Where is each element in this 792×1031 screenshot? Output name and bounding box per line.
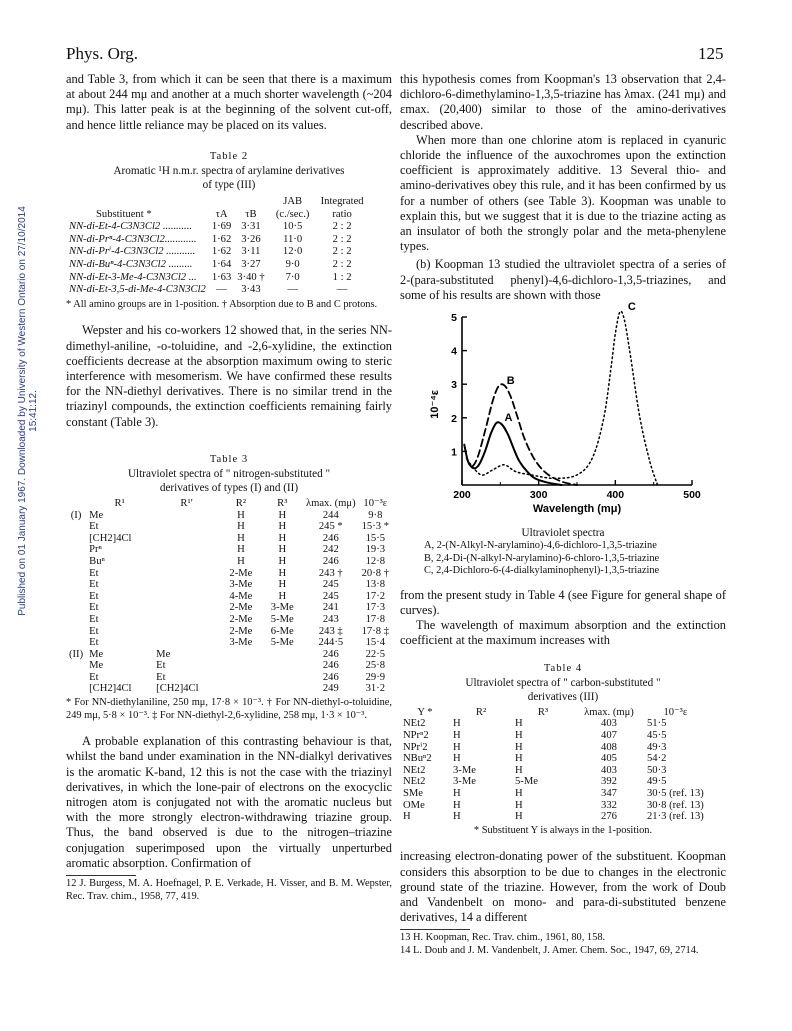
y-tick-label: 4 — [451, 345, 457, 358]
table-row — [66, 510, 392, 522]
table2-cell: 3·11 — [241, 246, 261, 258]
table-row — [66, 602, 392, 614]
uv-spectra-chart — [400, 301, 726, 524]
download-watermark[interactable]: Published on 01 January 1967. Downloaded by University of Western Ontario on 27/10/2014 15:41:12. — [17, 206, 39, 616]
table3-cell: Me — [89, 648, 104, 660]
left-paragraph-3: A probable explanation of this contrasting behaviour is that, whilst the band under examination in the NN-dialkyl derivatives is the aromatic K-band, 12 this is not the case with the triazinyl derivatives, in which the lone-pair of electrons on the exocyclic nitrogen atom is conjugated not with the aromatic nucleus but with the more strongly electron-withdrawing triazine group. Thus, the band observed is due to the nitrogen–triazine conjugation superimposed upon the virtually unperturbed aromatic absorption. Confirmation of — [66, 734, 392, 870]
series-line-c — [470, 311, 658, 485]
table4-footnote: * Substituent Y is always in the 1-position. — [473, 824, 653, 836]
table3-cell — [66, 579, 86, 591]
table3-cell — [66, 556, 86, 568]
table3-cell: 19·3 — [365, 544, 386, 556]
table3-cell: [CH2]4Cl — [89, 532, 132, 544]
table4-cell: H — [515, 730, 523, 742]
table4-cell: H — [453, 788, 461, 799]
table4-cell: 408 — [601, 741, 617, 753]
table4-cell: H — [453, 718, 461, 730]
figure-legend-c: C, 2,4-Dichloro-6-(4-dialkylaminophenyl)-1,3,5-triazine — [424, 565, 660, 577]
table4-cell: 405 — [601, 753, 617, 765]
table4-cell: NEt2 — [403, 764, 426, 776]
table-row — [400, 730, 707, 742]
table4-cell: H — [515, 788, 523, 799]
x-tick-label: 200 — [453, 489, 471, 502]
left-paragraph-1: and Table 3, from which it can be seen that there is a maximum at about 244 mμ and another at a much shorter wavelength (~204 mμ). This latter peak is at the beginning of the solvent cut-off, and hence little reliance may be placed on its values. — [66, 72, 392, 132]
table4-cell: 50·3 — [647, 764, 667, 776]
table-row — [400, 718, 707, 730]
table3-header: R² — [235, 497, 247, 509]
table3-header: λmax. (mμ) — [305, 497, 356, 509]
x-axis-label: Wavelength (mμ) — [532, 503, 622, 516]
table4-cell: 3-Me — [453, 776, 476, 788]
table3-cell: Et — [89, 613, 99, 625]
table4-cell: 403 — [601, 764, 617, 776]
table4-cell: NEt2 — [403, 776, 426, 788]
table3-cell: Buⁿ — [89, 555, 105, 567]
table3-footnote: * For NN-diethylaniline, 250 mμ, 17·8 × 10⁻³. † For NN-diethyl-o-toluidine, 249 mμ, 5·8 × 10⁻³. ‡ For NN-diethyl-2,6-xylidine, 258 mμ, 1·3 × 10⁻³. — [66, 697, 392, 721]
table3-cell — [153, 579, 220, 591]
journal-header: Phys. Org. — [66, 44, 138, 63]
table2-cell: 2 : 2 — [332, 258, 352, 270]
table-row — [66, 614, 392, 626]
table3-cell — [262, 649, 303, 661]
table2-cell: 3·31 — [241, 221, 261, 233]
table2-cell: NN-di-Buⁿ-4-C3N3Cl2 ......... — [69, 258, 193, 270]
y-tick-label: 5 — [451, 312, 457, 325]
table3-title-2: derivatives of types (I) and (II) — [159, 481, 299, 494]
table3-cell: Et — [89, 567, 99, 579]
table3-header: 10⁻³ε — [363, 497, 388, 509]
table-row — [400, 811, 707, 823]
table3-cell — [153, 637, 220, 649]
table4-cell: 49·5 — [647, 776, 667, 788]
table2-cell: 1 : 2 — [332, 271, 352, 283]
footnote-12: 12 J. Burgess, M. A. Hoefnagel, P. E. Verkade, H. Visser, and B. M. Wepster, Rec. Trav. chim., 1958, 77, 419. — [66, 878, 392, 902]
table3-cell: 249 — [322, 683, 339, 695]
table4-cell: NPrⁱ2 — [403, 741, 428, 753]
table4-cell: 3-Me — [453, 764, 476, 776]
y-axis-label: 10⁻⁴ε — [429, 390, 441, 419]
table4-cell: 54·2 — [647, 753, 667, 765]
table4-cell: SMe — [403, 788, 424, 799]
table3-cell: Et — [89, 637, 99, 649]
table3-cell: Et — [89, 625, 99, 637]
table4-cell: 49·3 — [647, 741, 667, 753]
table3-cell: (II) — [69, 648, 84, 660]
table3-cell — [262, 683, 303, 695]
table4-cell: 45·5 — [647, 730, 667, 742]
table-row — [66, 637, 392, 649]
table3-cell: H — [278, 509, 287, 521]
table3-cell: 25·8 — [365, 660, 386, 672]
table3-cell — [153, 602, 220, 614]
table-row — [66, 533, 392, 545]
table4-header: R³ — [537, 706, 549, 718]
table2-cell: 2 : 2 — [332, 233, 352, 245]
table2-header: Integrated ratio — [320, 196, 364, 220]
table3-cell: H — [237, 509, 245, 521]
table3-cell: 244·5 — [318, 637, 344, 649]
table-row — [66, 568, 392, 580]
table2-cell: 12·0 — [282, 246, 303, 258]
table2-cell: — — [336, 284, 348, 296]
table-row — [66, 591, 392, 603]
table3-cell: 2-Me — [229, 567, 253, 579]
table2 — [66, 196, 367, 297]
table3-cell: 245 — [322, 590, 339, 602]
table3-cell: 3-Me — [229, 637, 253, 649]
table3-cell: Et — [156, 671, 166, 683]
table4-cell: 30·5 (ref. 13) — [647, 788, 704, 799]
series-label-b: B — [506, 374, 515, 387]
table3-cell — [153, 510, 220, 522]
table3-cell — [153, 533, 220, 545]
table3-cell: 12·8 — [365, 555, 386, 567]
table4-cell: H — [453, 811, 461, 823]
table3-cell: Et — [156, 660, 166, 672]
table-row — [66, 234, 367, 247]
table2-cell: 1·62 — [211, 233, 232, 245]
table4-title: Ultraviolet spectra of " carbon-substituted " — [465, 676, 661, 689]
table3-cell — [66, 533, 86, 545]
table3-cell — [153, 568, 220, 580]
table3-cell: 246 — [322, 648, 339, 660]
table2-cell: NN-di-Et-3,5-di-Me-4-C3N3Cl2 — [69, 284, 206, 296]
table2-header-row — [66, 196, 367, 221]
table3-cell: H — [278, 544, 287, 556]
table3-cell — [153, 521, 220, 533]
y-tick-label: 3 — [451, 379, 457, 392]
table3-cell: 31·2 — [365, 683, 386, 695]
table4-header: λmax. (mμ) — [584, 706, 634, 718]
table4-cell: NBuⁿ2 — [403, 753, 432, 765]
table3-cell: Me — [156, 648, 171, 660]
table4-header-row — [400, 707, 707, 719]
table4-cell: 30·8 (ref. 13) — [647, 799, 704, 811]
right-paragraph-4: from the present study in Table 4 (see Figure for general shape of curves). — [400, 587, 726, 618]
table3-cell — [220, 649, 261, 661]
table3-header: R¹ — [114, 497, 125, 509]
table-row — [66, 626, 392, 638]
table3-cell: 242 — [322, 544, 339, 556]
table4-cell: OMe — [403, 799, 425, 811]
table-row — [400, 800, 707, 812]
y-tick-label: 1 — [451, 446, 457, 459]
table2-cell: 7·0 — [285, 271, 300, 283]
table4-cell: H — [453, 753, 461, 765]
table-row — [66, 284, 367, 297]
table2-label: Table 2 — [209, 150, 249, 162]
table3-cell — [153, 614, 220, 626]
table-row — [66, 221, 367, 234]
table2-cell: 2 : 2 — [332, 246, 352, 258]
table3-cell — [66, 602, 86, 614]
table3-cell: 6-Me — [270, 625, 294, 637]
table4-cell: 21·3 (ref. 13) — [647, 811, 704, 823]
table3-cell: 243 — [322, 613, 339, 625]
table-row — [400, 742, 707, 754]
table3-cell: H — [278, 555, 287, 567]
table2-cell: — — [287, 284, 298, 296]
table3-cell: Et — [89, 590, 99, 602]
table3-header — [66, 498, 86, 510]
table3-cell: 2-Me — [229, 613, 253, 625]
table4-cell: H — [515, 718, 523, 730]
series-label-c: C — [627, 301, 636, 314]
right-paragraph-3: (b) Koopman 13 studied the ultraviolet spectra of a series of 2-(para-substituted phenyl)-4,6-dichloro-1,3,5-triazines, and some of his results are shown with those — [400, 257, 726, 302]
table3-cell: [CH2]4Cl — [156, 683, 199, 695]
table3-cell: Et — [89, 521, 99, 533]
table2-cell: 10·5 — [282, 221, 303, 233]
table2-header: JAB (c./sec.) — [275, 196, 310, 220]
table3-header-row — [66, 498, 392, 510]
table3-cell: 244 — [322, 509, 339, 521]
table4-cell: NEt2 — [403, 718, 426, 730]
table-row — [66, 660, 392, 672]
table3-cell: Et — [89, 602, 99, 614]
table3-cell — [153, 544, 220, 556]
table3-header: R¹′ — [180, 497, 193, 509]
table4 — [400, 707, 707, 823]
table3-cell: Et — [89, 671, 99, 683]
table3-cell: 17·2 — [365, 590, 386, 602]
table2-cell: 1·62 — [211, 246, 232, 258]
table-row — [66, 544, 392, 556]
table2-cell: 2 : 2 — [332, 221, 352, 233]
table4-cell: H — [453, 799, 461, 811]
right-paragraph-2: When more than one chlorine atom is replaced in cyanuric chloride the influence of the auxochromes upon the extinction coefficient is approximately additive. 13 Several thio- and amino-derivatives obey this rule, and it has been confirmed by us for a number of others (see Table 3). Koopman was unable to explain this, but we suggest that it is due to the triazine acting as an insulator of both the strongly polar and the meta-phenylene types. — [400, 132, 726, 254]
figure-legend-b: B, 2,4-Di-(N-alkyl-N-arylamino)-6-chloro-1,3,5-triazine — [424, 552, 660, 564]
right-paragraph-5: The wavelength of maximum absorption and the extinction coefficient at the maximum increases with — [400, 618, 726, 648]
footnote-rule — [66, 875, 136, 876]
table3-cell: 9·8 — [368, 509, 383, 521]
table3-cell: 2-Me — [229, 602, 253, 614]
table3-cell: H — [237, 521, 245, 533]
table2-title-2: of type (III) — [202, 179, 256, 192]
table3-cell: 245 * — [318, 521, 343, 533]
table2-cell: 9·0 — [285, 258, 300, 270]
table4-cell: H — [515, 799, 523, 811]
table2-header: Substituent * — [96, 208, 152, 220]
table2-header: τB — [245, 208, 257, 220]
table3-cell — [66, 614, 86, 626]
table3-cell: 17·3 — [365, 602, 386, 614]
table-row — [400, 788, 707, 800]
table4-cell: H — [453, 730, 461, 742]
table3-cell — [66, 626, 86, 638]
table2-cell: 3·26 — [241, 233, 261, 245]
table3-cell: H — [237, 544, 245, 556]
table2-cell: 3·43 — [241, 284, 261, 296]
table3-cell: 246 — [322, 660, 339, 672]
table3-cell: Me — [89, 660, 104, 672]
table3-cell: H — [237, 532, 245, 544]
table3-cell: Me — [89, 509, 104, 521]
table3-cell: 17·8 ‡ — [361, 625, 389, 637]
table-row — [66, 272, 367, 285]
table3-cell: [CH2]4Cl — [89, 683, 132, 695]
table3-cell: H — [278, 590, 287, 602]
figure-legend-a: A, 2-(N-Alkyl-N-arylamino)-4,6-dichloro-1,3,5-triazine — [424, 540, 657, 552]
table4-label: Table 4 — [543, 662, 583, 674]
table3-cell: 15·4 — [365, 637, 386, 649]
table3-cell — [220, 672, 261, 684]
page-number: 125 — [698, 44, 724, 63]
table3-cell: 243 † — [318, 567, 343, 579]
table3-cell: 4-Me — [229, 590, 253, 602]
table-row — [66, 259, 367, 272]
footnote-13: 13 H. Koopman, Rec. Trav. chim., 1961, 80, 158. — [400, 932, 606, 944]
x-tick-label: 400 — [606, 489, 625, 502]
table3-cell: (I) — [70, 509, 82, 521]
table4-cell: H — [403, 811, 411, 823]
table3-cell: 17·8 — [365, 613, 386, 625]
table2-cell: 1·64 — [211, 258, 232, 270]
table3-cell — [153, 556, 220, 568]
table-row — [400, 776, 707, 788]
table3-cell — [262, 660, 303, 672]
table2-cell: NN-di-Et-3-Me-4-C3N3Cl2 ... — [69, 271, 197, 283]
table3-cell: Et — [89, 579, 99, 591]
table3-header: R³ — [277, 497, 288, 509]
table4-cell: 403 — [601, 718, 617, 730]
table3-cell: H — [278, 579, 287, 591]
table2-cell: 11·0 — [283, 233, 303, 245]
table2-cell: NN-di-Et-4-C3N3Cl2 ........... — [69, 221, 193, 233]
table3-cell: 22·5 — [365, 648, 386, 660]
table3-cell: 243 ‡ — [318, 625, 343, 637]
table3-cell: 5-Me — [270, 613, 294, 625]
figure-title: Ultraviolet spectra — [521, 527, 605, 540]
table3-cell: 15·5 — [365, 532, 386, 544]
table4-cell: 5-Me — [515, 776, 538, 788]
table3-label: Table 3 — [209, 453, 249, 465]
table3-cell: 245 — [322, 579, 339, 591]
table3-cell: 20·8 † — [361, 567, 389, 579]
table-row — [66, 246, 367, 259]
x-tick-label: 300 — [529, 489, 548, 502]
table3-cell — [66, 591, 86, 603]
table2-cell: — — [216, 284, 227, 296]
table3-cell: H — [278, 532, 287, 544]
table3-cell — [262, 672, 303, 684]
table4-cell: 392 — [601, 776, 617, 788]
table2-cell: 1·69 — [211, 221, 232, 233]
table2-cell: 1·63 — [211, 271, 232, 283]
table3-cell: 2-Me — [229, 625, 253, 637]
table3-cell — [220, 660, 261, 672]
table4-cell: H — [515, 811, 523, 823]
table4-header: 10⁻³ε — [663, 706, 688, 718]
table2-cell: 3·40 † — [237, 271, 265, 283]
right-paragraph-6: increasing electron-donating power of the substituent. Koopman considers this absorption to be due to changes in the electronic ground state of the triazine. However, from the work of Doub and Vandenbelt on mono- and para-di-substituted benzene derivatives, 14 a different — [400, 849, 726, 925]
table3-cell: 3-Me — [270, 602, 294, 614]
y-tick-label: 2 — [451, 412, 457, 425]
table2-cell: NN-di-Prⁱ-4-C3N3Cl2 ........... — [69, 246, 196, 258]
table3-cell — [153, 626, 220, 638]
table4-cell: H — [515, 753, 523, 765]
table3-cell — [66, 637, 86, 649]
table3-cell: H — [278, 567, 287, 579]
table3-cell: 29·9 — [365, 671, 386, 683]
table3-cell: 246 — [322, 671, 339, 683]
series-label-a: A — [504, 411, 513, 424]
table2-cell: 3·27 — [241, 258, 261, 270]
table3-cell — [66, 683, 86, 695]
table3-cell — [220, 683, 261, 695]
table-row — [66, 683, 392, 695]
table3-cell — [66, 544, 86, 556]
table3-cell — [66, 672, 86, 684]
table-row — [400, 753, 707, 765]
table4-cell: H — [515, 741, 523, 753]
table3-cell: 15·3 * — [361, 521, 389, 533]
table3-cell: 246 — [322, 532, 339, 544]
table2-cell: NN-di-Prⁿ-4-C3N3Cl2............ — [69, 233, 197, 245]
table2-header: τA — [215, 208, 228, 220]
table4-cell: 51·5 — [647, 718, 667, 730]
table4-cell: 276 — [601, 811, 617, 823]
table2-title: Aromatic ¹H n.m.r. spectra of arylamine derivatives — [113, 165, 345, 178]
table3-cell: 5-Me — [270, 637, 294, 649]
table4-header: Y * — [417, 706, 433, 718]
table2-footnote: * All amino groups are in 1-position. † Absorption due to B and C protons. — [66, 298, 378, 310]
table4-cell: 347 — [601, 788, 617, 799]
table-row — [66, 649, 392, 661]
table4-cell: 407 — [601, 730, 617, 742]
footnote-rule — [400, 929, 470, 930]
table3-cell — [66, 568, 86, 580]
table3-cell: 246 — [322, 555, 339, 567]
table3-cell: Prⁿ — [89, 544, 102, 556]
table-row — [66, 521, 392, 533]
table4-cell: H — [515, 764, 523, 776]
table-row — [66, 672, 392, 684]
table4-cell: NPrⁿ2 — [403, 730, 429, 742]
table3-cell — [66, 521, 86, 533]
table3 — [66, 498, 392, 695]
table-row — [66, 579, 392, 591]
table3-title: Ultraviolet spectra of " nitrogen-substituted " — [127, 467, 331, 480]
right-paragraph-1: this hypothesis comes from Koopman's 13 observation that 2,4-dichloro-6-dimethylamino-1,3,5-triazine has λmax. (241 mμ) and εmax. (20,400) similar to those of the amino-derivatives described above. — [400, 72, 726, 132]
table3-cell: H — [237, 555, 245, 567]
table3-cell — [66, 660, 86, 672]
table3-cell: 13·8 — [365, 579, 386, 591]
x-tick-label: 500 — [683, 489, 701, 502]
table-row — [400, 765, 707, 777]
table4-cell: 332 — [601, 799, 617, 811]
left-paragraph-2: Wepster and his co-workers 12 showed that, in the series NN-dimethyl-aniline, -o-toluidine, and -2,6-xylidine, the extinction coefficients decrease at the absorption maximum owing to steric interference with mesomerism. We have confirmed these results for the NN-diethyl derivatives. There is no similar trend in the triazinyl compounds, the extinction coefficients remaining fairly constant (Table 3). — [66, 323, 392, 429]
table4-title-2: derivatives (III) — [527, 690, 599, 703]
table4-cell: H — [453, 741, 461, 753]
series-line-b — [467, 384, 577, 485]
table3-cell: 3-Me — [229, 579, 253, 591]
table3-cell — [153, 591, 220, 603]
table3-cell: H — [278, 521, 287, 533]
table3-cell: 241 — [322, 602, 339, 614]
table4-header: R² — [475, 706, 487, 718]
footnote-14: 14 L. Doub and J. M. Vandenbelt, J. Amer. Chem. Soc., 1947, 69, 2714. — [400, 944, 699, 956]
table-row — [66, 556, 392, 568]
